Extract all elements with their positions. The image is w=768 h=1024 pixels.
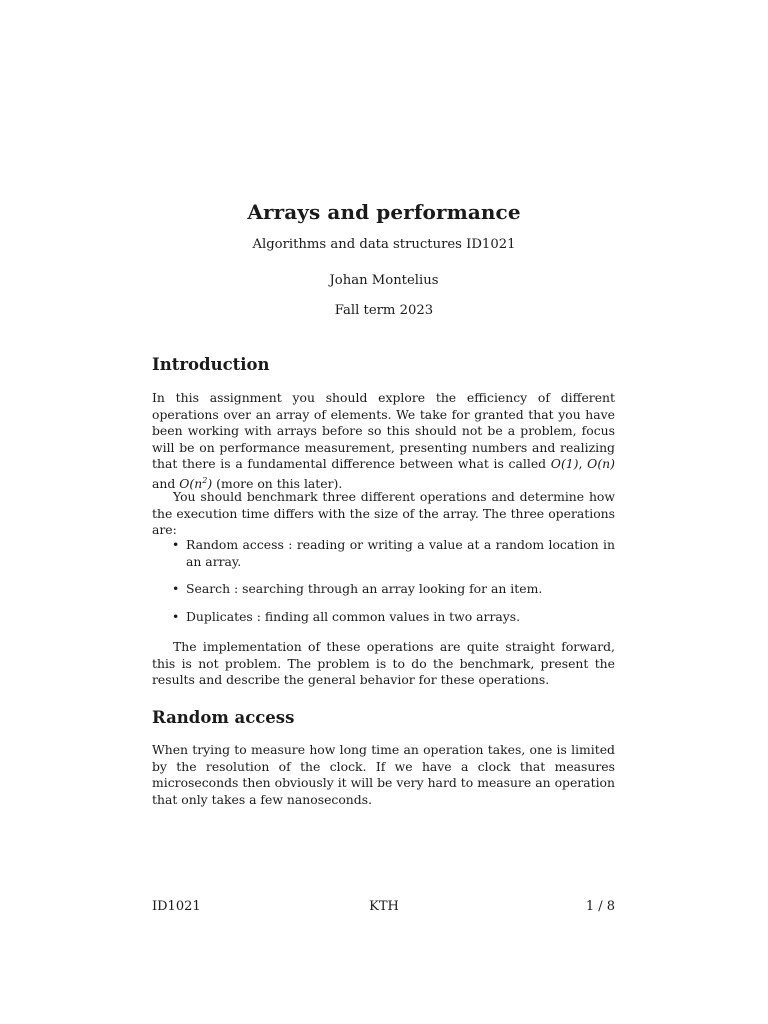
list-item-text: Search : searching through an array looking for an item. [186,581,543,596]
introduction-heading: Introduction [152,355,270,374]
intro-comma: , [578,456,588,471]
random-access-heading: Random access [152,708,295,727]
operations-list [152,537,615,636]
page-number: 1 / 8 [585,899,615,914]
math-on2-close: ) [207,475,213,491]
introduction-paragraph-1 [152,390,615,492]
footer-center: KTH [369,899,399,914]
footer-left: ID1021 [152,899,201,914]
bullet-icon: • [172,581,180,596]
math-on: O(n) [587,456,615,471]
bullet-icon: • [172,608,180,624]
random-access-paragraph-1: When trying to measure how long time an operation takes, one is limited by the resolution of the clock. If we have a clock that measures microseconds then obviously it will be very hard to measure an operation that only takes a few nanoseconds. [152,742,615,807]
math-on2-exponent: 2 [202,475,208,485]
intro-and: and [152,475,180,491]
intro-text-b: (more on this later). [212,475,343,491]
document-date: Fall term 2023 [334,303,434,318]
list-item-text: Duplicates : finding all common values in two arrays. [186,608,521,624]
introduction-paragraph-3: The implementation of these operations are quite straight forward, this is not problem. The problem is to do the benchmark, present the results and describe the general behavior for these operations. [152,639,615,687]
list-item-text: Random access : reading or writing a value at a random location in an array. [186,537,615,569]
math-on2-base: O(n [179,475,203,491]
intro-text-a: In this assignment you should explore the efficiency of different operations over an array of elements. We take for granted that you have been working with arrays before so this should not be a problem, focus will be on performance measurement, presenting numbers and realizing that there is a fundamental difference between what is called [152,390,615,471]
introduction-paragraph-2: You should benchmark three different operations and determine how the execution time differs with the size of the array. The three operations are: [152,489,615,537]
list-item [152,581,615,598]
document-subtitle: Algorithms and data structures ID1021 [252,237,516,252]
document-title: Arrays and performance [247,200,521,224]
list-item [152,609,615,626]
math-o1: O(1) [550,456,579,471]
list-item [152,537,615,570]
bullet-icon: • [172,537,180,552]
document-author: Johan Montelius [329,273,439,288]
